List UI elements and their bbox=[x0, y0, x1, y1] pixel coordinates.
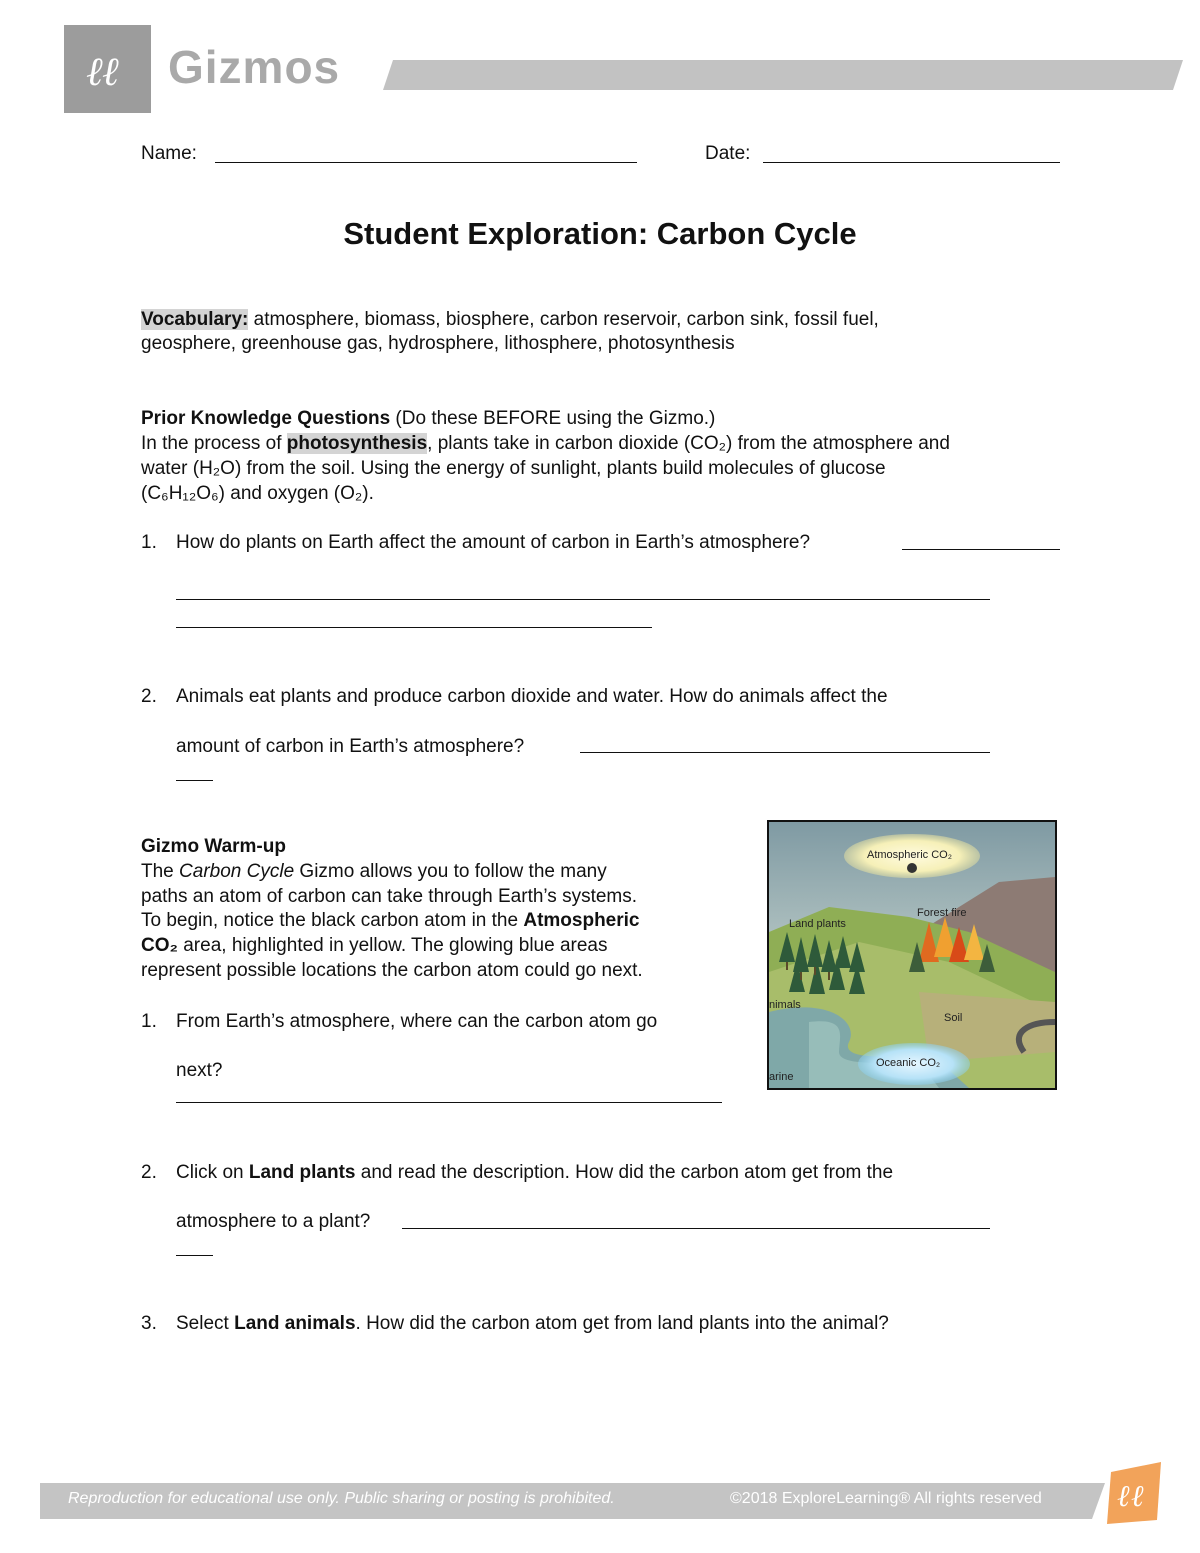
header-bar bbox=[383, 60, 1183, 90]
warmup-q2-bold: Land plants bbox=[248, 1162, 356, 1183]
warmup-q3-pre: Select bbox=[176, 1313, 235, 1334]
warmup-q2-pre: Click on bbox=[176, 1162, 249, 1183]
warmup-q1-number: 1. bbox=[141, 1011, 157, 1032]
el-logo-icon bbox=[64, 25, 151, 113]
footer-disclaimer: Reproduction for educational use only. Public sharing or posting is prohibited. bbox=[68, 1490, 615, 1507]
warmup-l3-pre: To begin, notice the black carbon atom in the bbox=[141, 910, 524, 931]
warmup-q2-post: and read the description. How did the carbon atom get from the bbox=[355, 1162, 894, 1183]
prior-q2-answer-line-2[interactable] bbox=[176, 779, 213, 781]
image-label-marine: arine bbox=[769, 1071, 794, 1083]
vocabulary-label: Vocabulary: bbox=[141, 309, 249, 330]
date-field[interactable] bbox=[763, 161, 1060, 163]
image-label-animals: nimals bbox=[769, 999, 801, 1011]
page-title: Student Exploration: Carbon Cycle bbox=[343, 216, 857, 251]
prior-q2-text-b: amount of carbon in Earth’s atmosphere? bbox=[176, 736, 525, 757]
prior-q1-answer-line-3[interactable] bbox=[176, 626, 652, 628]
prior-q1-number: 1. bbox=[141, 532, 157, 553]
vocabulary-line-1 bbox=[141, 307, 879, 332]
warmup-l3-bold: Atmospheric bbox=[523, 910, 640, 931]
warmup-q2-text-a bbox=[176, 1160, 893, 1185]
warmup-line-2: paths an atom of carbon can take through Earth’s systems. bbox=[141, 886, 638, 907]
prior-q1-answer-line-2[interactable] bbox=[176, 598, 990, 600]
svg-text:ℓ: ℓ bbox=[102, 49, 119, 95]
warmup-line-5: represent possible locations the carbon atom could go next. bbox=[141, 960, 643, 981]
warmup-q2-answer-line-1[interactable] bbox=[402, 1227, 990, 1229]
image-label-land-plants: Land plants bbox=[789, 918, 846, 930]
prior-paragraph-line-2: water (H₂O) from the soil. Using the energy of sunlight, plants build molecules of glucose bbox=[141, 458, 886, 479]
warmup-l1-post: Gizmo allows you to follow the many bbox=[294, 861, 607, 882]
prior-q2-number: 2. bbox=[141, 686, 157, 707]
vocabulary-terms-1: atmosphere, biomass, biosphere, carbon reservoir, carbon sink, fossil fuel, bbox=[248, 309, 879, 330]
prior-q1-answer-line-1[interactable] bbox=[902, 548, 1060, 550]
prior-heading-title: Prior Knowledge Questions bbox=[141, 408, 391, 429]
svg-text:ℓ: ℓ bbox=[1117, 1479, 1130, 1514]
brand-name: Gizmos bbox=[168, 41, 341, 93]
prior-q1-text: How do plants on Earth affect the amount of carbon in Earth’s atmosphere? bbox=[176, 532, 811, 553]
warmup-q3-text bbox=[176, 1311, 889, 1336]
prior-p1-post: , plants take in carbon dioxide (CO₂) from the atmosphere and bbox=[427, 433, 950, 454]
warmup-heading: Gizmo Warm-up bbox=[141, 836, 286, 857]
prior-q2-text-a: Animals eat plants and produce carbon dioxide and water. How do animals affect the bbox=[176, 686, 888, 707]
footer-copyright: ©2018 ExploreLearning® All rights reserved bbox=[730, 1490, 1042, 1507]
warmup-l1-pre: The bbox=[141, 861, 180, 882]
warmup-q3-bold: Land animals bbox=[234, 1313, 356, 1334]
warmup-q1-answer-line[interactable] bbox=[176, 1101, 722, 1103]
prior-heading bbox=[141, 406, 715, 431]
image-label-forest-fire: Forest fire bbox=[917, 907, 967, 919]
warmup-q1-text-b: next? bbox=[176, 1060, 223, 1081]
date-label: Date: bbox=[705, 143, 751, 164]
carbon-cycle-gizmo-image bbox=[767, 820, 1057, 1090]
gizmo-name: Carbon Cycle bbox=[179, 861, 295, 882]
prior-q2-answer-line-1[interactable] bbox=[580, 751, 990, 753]
photosynthesis-term: photosynthesis bbox=[286, 433, 428, 454]
prior-paragraph-line-1 bbox=[141, 431, 950, 456]
warmup-q2-answer-line-2[interactable] bbox=[176, 1254, 213, 1256]
warmup-line-4 bbox=[141, 933, 608, 958]
warmup-q3-post: . How did the carbon atom get from land plants into the animal? bbox=[355, 1313, 889, 1334]
warmup-line-1 bbox=[141, 859, 607, 884]
name-label: Name: bbox=[141, 143, 197, 164]
warmup-q2-text-b: atmosphere to a plant? bbox=[176, 1211, 371, 1232]
vocabulary-line-2: geosphere, greenhouse gas, hydrosphere, lithosphere, photosynthesis bbox=[141, 333, 735, 354]
warmup-l4-post: area, highlighted in yellow. The glowing blue areas bbox=[177, 935, 608, 956]
svg-text:ℓ: ℓ bbox=[86, 49, 103, 95]
name-field[interactable] bbox=[215, 161, 637, 163]
warmup-l4-bold: CO₂ bbox=[141, 935, 178, 956]
image-label-soil: Soil bbox=[944, 1012, 963, 1024]
image-label-oceanic: Oceanic CO₂ bbox=[876, 1057, 941, 1069]
svg-text:ℓ: ℓ bbox=[1131, 1479, 1144, 1514]
prior-heading-note: (Do these BEFORE using the Gizmo.) bbox=[390, 408, 716, 429]
prior-paragraph-line-3: (C₆H₁₂O₆) and oxygen (O₂). bbox=[141, 483, 374, 504]
prior-p1-pre: In the process of bbox=[141, 433, 287, 454]
warmup-q1-text-a: From Earth’s atmosphere, where can the carbon atom go bbox=[176, 1011, 658, 1032]
footer-el-logo-icon bbox=[1103, 1458, 1165, 1528]
warmup-line-3 bbox=[141, 908, 640, 933]
warmup-q2-number: 2. bbox=[141, 1162, 157, 1183]
warmup-q3-number: 3. bbox=[141, 1313, 157, 1334]
image-label-atmospheric: Atmospheric CO₂ bbox=[867, 849, 952, 861]
